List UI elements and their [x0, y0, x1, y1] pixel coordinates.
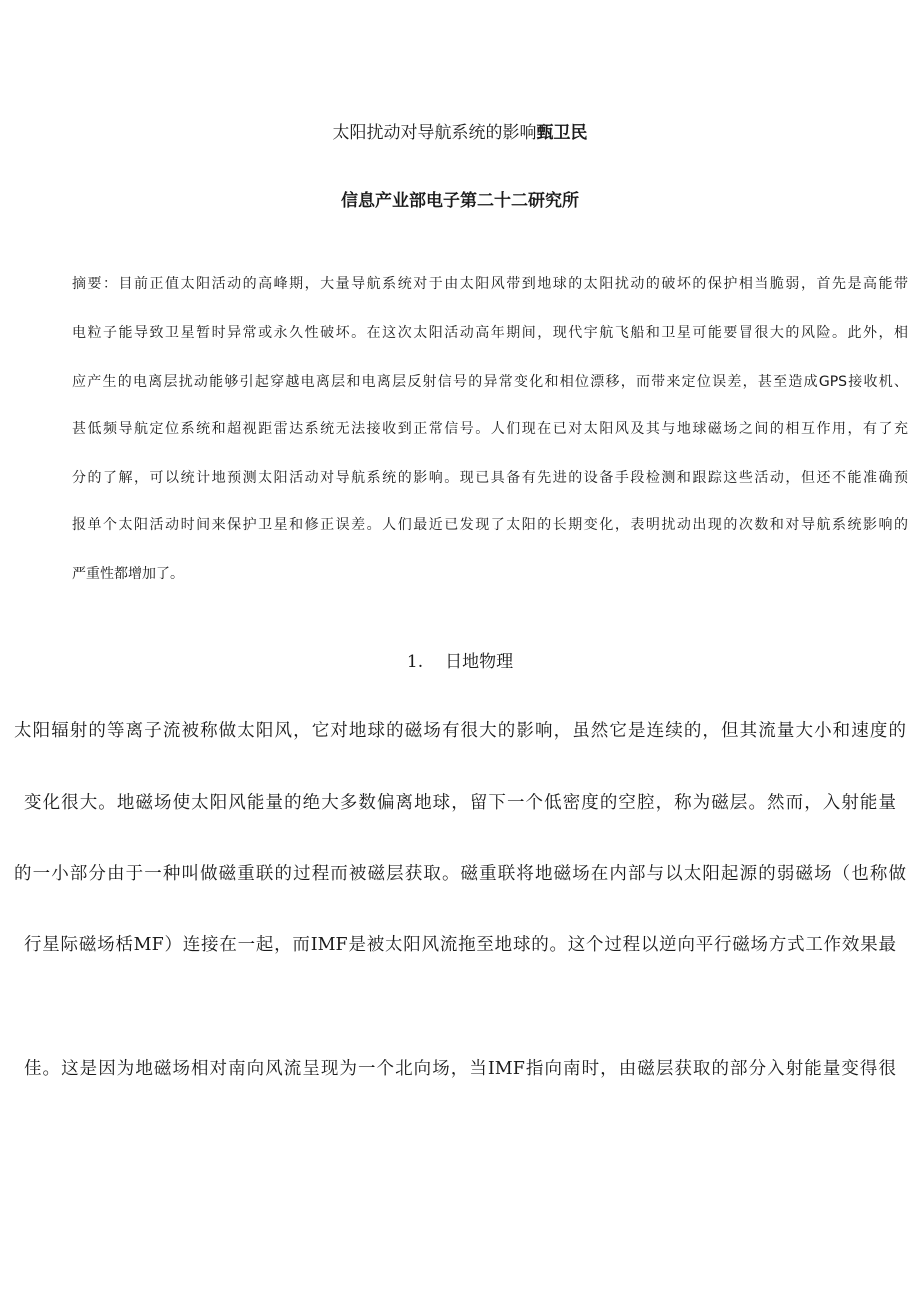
section-heading — [0, 647, 920, 672]
body-line: 佳。这是因为地磁场相对南向风流呈现为一个北向场，当IMF指向南时，由磁层获取的部分入射能量变得很 — [24, 1059, 896, 1079]
abstract-line: 摘要：目前正值太阳活动的高峰期，大量导航系统对于由太阳风带到地球的太阳扰动的破坏的保护相当脆弱，首先是高能带 — [72, 276, 908, 292]
abstract-line: 甚低频导航定位系统和超视距雷达系统无法接收到正常信号。人们现在已对太阳风及其与地球磁场之间的相互作用，有了充 — [72, 421, 908, 437]
section-title: 日地物理 — [445, 652, 514, 672]
title-main: 太阳扰动对导航系统的影响 — [332, 123, 537, 143]
abstract-line: 严重性都增加了。 — [72, 566, 184, 582]
abstract-line: 报单个太阳活动时间来保护卫星和修正误差。人们最近已发现了太阳的长期变化，表明扰动出现的次数和对导航系统影响的 — [72, 517, 908, 533]
body-line: 变化很大。地磁场使太阳风能量的绝大多数偏离地球，留下一个低密度的空腔，称为磁层。然而，入射能量 — [24, 793, 896, 813]
affiliation: 信息产业部电子第二十二研究所 — [341, 191, 579, 211]
body-line: 的一小部分由于一种叫做磁重联的过程而被磁层获取。磁重联将地磁场在内部与以太阳起源的弱磁场（也称做 — [14, 864, 906, 884]
body-line: 行星际磁场栝MF）连接在一起，而IMF是被太阳风流拖至地球的。这个过程以逆向平行磁场方式工作效果最 — [24, 935, 896, 955]
section-number: 1. — [406, 652, 424, 672]
body-line: 太阳辐射的等离子流被称做太阳风，它对地球的磁场有很大的影响，虽然它是连续的，但其流量大小和速度的 — [14, 721, 906, 741]
abstract-line: 分的了解，可以统计地预测太阳活动对导航系统的影响。现已具备有先进的设备手段检测和跟踪这些活动，但还不能准确预 — [72, 470, 908, 486]
abstract-line: 电粒子能导致卫星暂时异常或永久性破坏。在这次太阳活动高年期间，现代宇航飞船和卫星可能要冒很大的风险。此外，相 — [72, 325, 908, 341]
abstract-line: 应产生的电离层扰动能够引起穿越电离层和电离层反射信号的异常变化和相位漂移，而带来定位误差，甚至造成GPS接收机、 — [72, 374, 908, 390]
title-author: 甄卫民 — [536, 123, 588, 143]
document-title — [0, 118, 920, 143]
